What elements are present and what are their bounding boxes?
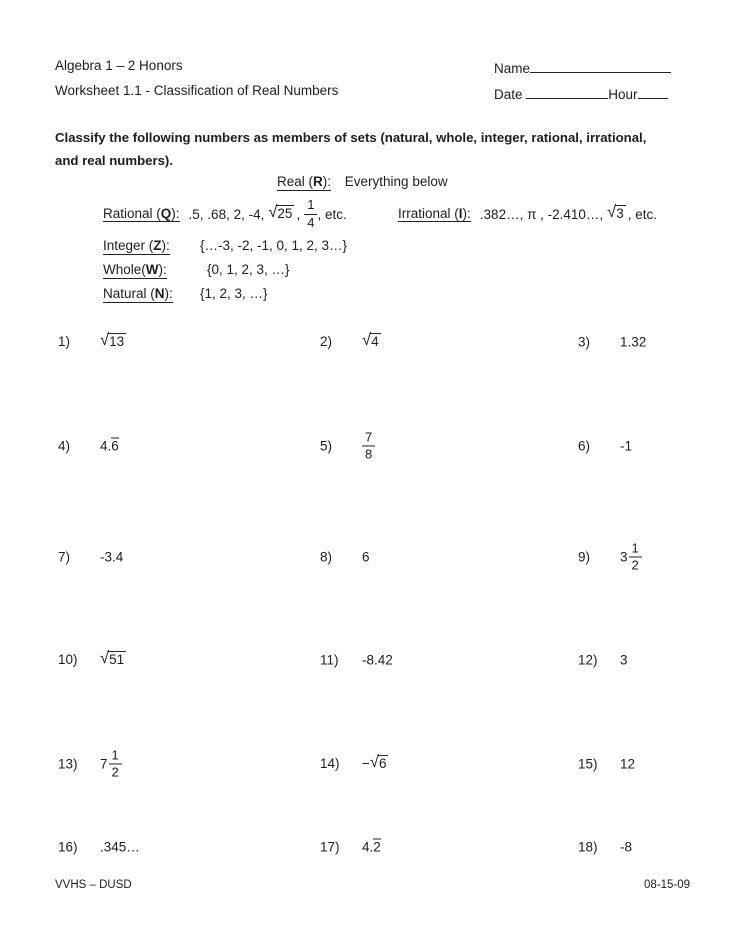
repeating-digit: 6 bbox=[111, 438, 119, 454]
sqrt-expression: √ 3 bbox=[607, 203, 624, 222]
radical-sign: √ bbox=[100, 331, 110, 350]
date-blank-line bbox=[526, 84, 608, 99]
problem-14 bbox=[320, 755, 388, 773]
problem-4 bbox=[58, 439, 119, 454]
integer-set-label: Integer (Z): bbox=[103, 238, 170, 253]
radical-sign: √ bbox=[100, 649, 110, 668]
natural-set-values: {1, 2, 3, …} bbox=[200, 286, 268, 301]
number-expression: -8.42 bbox=[362, 652, 393, 668]
problem-number: 1) bbox=[58, 334, 71, 350]
problem-number: 16) bbox=[58, 839, 78, 855]
key-irrational-row bbox=[398, 199, 657, 229]
date-hour-row bbox=[494, 84, 668, 102]
footer-school: VVHS – DUSD bbox=[55, 879, 132, 891]
radical-sign: √ bbox=[369, 753, 379, 772]
instructions-line1: Classify the following numbers as members of sets (natural, whole, integer, rational, irrational, bbox=[55, 130, 647, 145]
natural-set-label-col bbox=[103, 286, 200, 301]
fraction-expression: $\frac{1}{4}$ bbox=[304, 198, 317, 229]
hour-blank-line bbox=[638, 84, 668, 99]
problem-number: 6) bbox=[578, 438, 591, 454]
natural-set-label: Natural (N): bbox=[103, 286, 173, 301]
fraction-part: $\frac{1}{2}$ bbox=[629, 541, 642, 572]
problem-number: 14) bbox=[320, 756, 340, 772]
problem-1 bbox=[58, 333, 126, 351]
number-expression: 6 bbox=[362, 549, 370, 565]
problem-17 bbox=[320, 840, 381, 855]
key-natural-row bbox=[103, 286, 268, 301]
problem-number: 15) bbox=[578, 756, 598, 772]
key-real-row bbox=[277, 174, 448, 189]
number-expression: -3.4 bbox=[100, 549, 124, 565]
minus-sign: − bbox=[362, 756, 370, 772]
key-rational-row bbox=[103, 199, 347, 229]
footer-date: 08-15-09 bbox=[643, 879, 690, 891]
problem-number: 4) bbox=[58, 438, 71, 454]
problem-7 bbox=[58, 550, 123, 565]
number-expression: 3 bbox=[620, 652, 628, 668]
problem-18 bbox=[578, 840, 632, 855]
problem-number: 8) bbox=[320, 549, 333, 565]
problem-number: 12) bbox=[578, 652, 598, 668]
negative-sqrt-expression bbox=[362, 755, 388, 773]
rational-examples-post: , etc. bbox=[317, 206, 347, 222]
problem-15 bbox=[578, 757, 635, 772]
number-expression: -8 bbox=[620, 839, 633, 855]
radical-sign: √ bbox=[362, 331, 372, 350]
problem-number: 7) bbox=[58, 549, 71, 565]
name-field-row bbox=[494, 58, 671, 76]
sqrt-expression: √ 51 bbox=[100, 649, 125, 668]
problem-2 bbox=[320, 333, 381, 351]
instructions-line2: and real numbers). bbox=[55, 152, 173, 168]
whole-set-label-col bbox=[103, 262, 200, 277]
problem-6 bbox=[578, 439, 632, 454]
hour-label: Hour bbox=[608, 87, 638, 102]
problem-number: 9) bbox=[578, 549, 591, 565]
key-whole-row bbox=[103, 262, 290, 277]
problem-9 bbox=[578, 541, 642, 572]
integer-set-label-col bbox=[103, 238, 200, 253]
problem-number: 10) bbox=[58, 652, 78, 668]
problem-12 bbox=[578, 653, 628, 668]
irrational-examples-pre: .382…, π , -2.410…, bbox=[479, 206, 604, 222]
sqrt-expression: √ 4 bbox=[362, 331, 379, 350]
course-title: Algebra 1 – 2 Honors bbox=[55, 58, 183, 73]
repeating-decimal-expression: 4.2 bbox=[362, 839, 381, 855]
worksheet-title: Worksheet 1.1 - Classification of Real Numbers bbox=[55, 83, 339, 98]
problem-10 bbox=[58, 651, 126, 669]
name-blank-line bbox=[530, 58, 671, 73]
sqrt-expression: √ 25 bbox=[268, 203, 293, 222]
problem-13 bbox=[58, 748, 122, 779]
instructions bbox=[55, 127, 646, 172]
radical-sign: √ bbox=[268, 203, 278, 222]
mixed-number-expression: 3 $\frac{1}{2}$ bbox=[620, 541, 642, 572]
number-expression: 12 bbox=[620, 756, 636, 772]
rational-examples-pre: .5, .68, 2, -4, bbox=[188, 206, 265, 222]
key-integer-row bbox=[103, 238, 347, 253]
whole-set-values: {0, 1, 2, 3, …} bbox=[207, 262, 290, 277]
problem-number: 2) bbox=[320, 334, 333, 350]
problem-5 bbox=[320, 430, 375, 461]
mixed-number-expression: 7 $\frac{1}{2}$ bbox=[100, 748, 122, 779]
problem-number: 3) bbox=[578, 334, 591, 350]
problem-16 bbox=[58, 840, 140, 855]
problem-3 bbox=[578, 335, 646, 350]
problem-number: 11) bbox=[320, 652, 339, 668]
rational-separator: , bbox=[296, 206, 301, 222]
irrational-examples-post: , etc. bbox=[627, 206, 658, 222]
irrational-set-label: Irrational (I): bbox=[398, 205, 471, 221]
fraction-part: $\frac{1}{2}$ bbox=[109, 748, 122, 779]
problem-number: 17) bbox=[320, 839, 340, 855]
problem-number: 13) bbox=[58, 756, 78, 772]
sqrt-expression: √ 13 bbox=[100, 331, 125, 350]
fraction-expression: $\frac{7}{8}$ bbox=[362, 430, 375, 461]
rational-set-label: Rational (Q): bbox=[103, 205, 180, 221]
name-label: Name bbox=[494, 61, 531, 76]
real-set-label: Real (R): bbox=[277, 174, 332, 189]
number-expression: -1 bbox=[620, 438, 633, 454]
radical-sign: √ bbox=[607, 203, 617, 222]
problem-11 bbox=[320, 653, 393, 668]
date-label: Date bbox=[494, 87, 523, 102]
repeating-digit: 2 bbox=[373, 839, 381, 855]
sqrt-expression: √ 6 bbox=[369, 753, 387, 772]
integer-set-values: {…-3, -2, -1, 0, 1, 2, 3…} bbox=[200, 238, 348, 253]
real-set-description: Everything below bbox=[344, 174, 448, 189]
whole-set-label: Whole(W): bbox=[103, 262, 167, 277]
number-expression: 1.32 bbox=[620, 334, 647, 350]
problem-number: 5) bbox=[320, 438, 333, 454]
repeating-decimal-expression: 4.6 bbox=[100, 438, 119, 454]
problem-number: 18) bbox=[578, 839, 598, 855]
number-expression: .345… bbox=[100, 839, 140, 855]
problem-8 bbox=[320, 550, 370, 565]
